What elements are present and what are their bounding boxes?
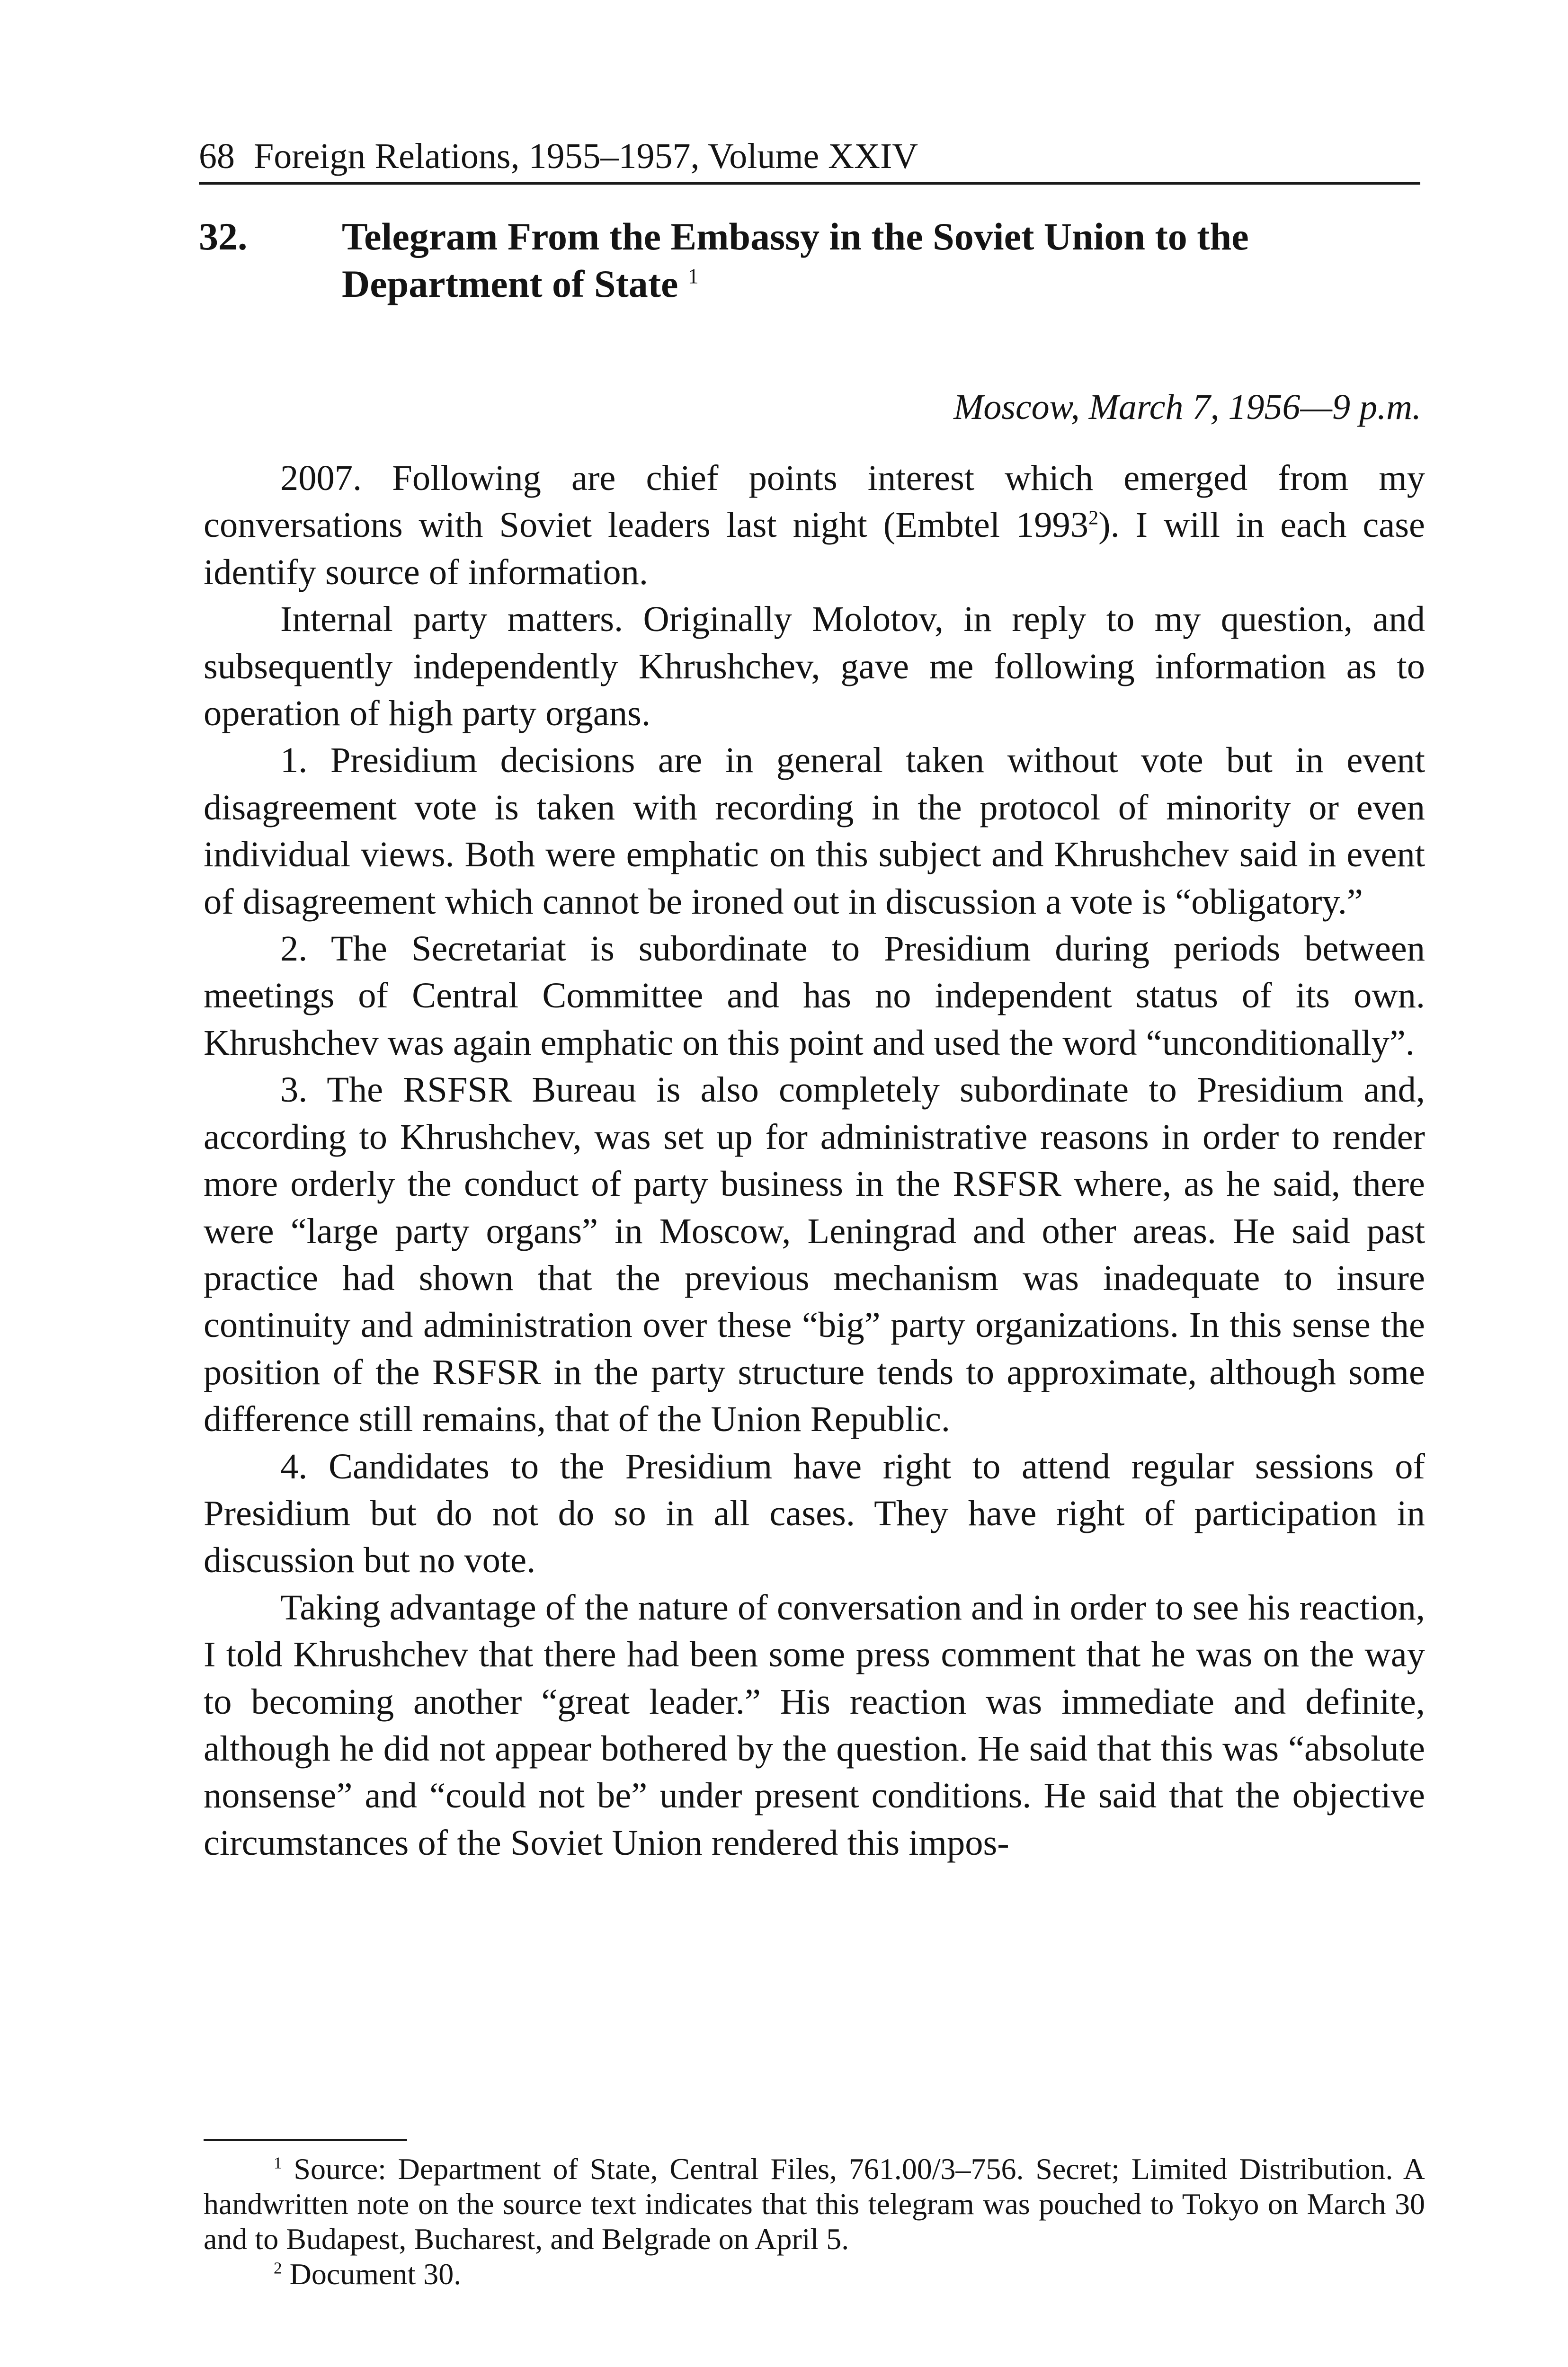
paragraph-point-3: 3. The RSFSR Bureau is also completely subordinate to Presidium and, according to Khrushchev, was set up for administrative reasons in order to render more orderly the conduct of party business in the RSFSR where, as he said, there were “large party organs” in Moscow, Leningrad and other areas. He said past practice had shown that the previous mechanism was inadequate to insure continuity and administration over these “big” party organizations. In this sense the position of the RSFSR in the party structure tends to approximate, although some difference still remains, that of the Union Republic. [204,1069,1425,1440]
paragraph-point-4: 4. Candidates to the Presidium have right to attend regular sessions of Presidium but do not do so in all cases. They have right of participation in discussion but no vote. [204,1446,1425,1581]
running-head [199,130,1420,185]
document-title [342,213,1431,308]
paragraph-great-leader: Taking advantage of the nature of conversation and in order to see his reaction, I told Khrushchev that there had been some press comment that he was on the way to becoming another “great leader.” His reaction was immediate and definite, although he did not appear bothered by the question. He said that this was “absolute nonsense” and “could not be” under present conditions. He said that the objective circumstances of the Soviet Union rendered this impos- [204,1587,1425,1863]
paragraph-point-2: 2. The Secretariat is subordinate to Presidium during periods between meetings of Central Committee and has no independent status of its own. Khrushchev was again emphatic on this point and used the word “unconditionally”. [204,928,1425,1063]
footnote-ref-1: 1 [687,264,699,288]
paragraph-intro-text-a: 2007. Following are chief points interest which emerged from my conversations with Soviet leaders last night (Embtel 1993 [204,458,1425,545]
footnote-1-text: Source: Department of State, Central Files, 761.00/3–756. Secret; Limited Distribution. A handwritten note on the source text indicates that this telegram was pouched to Tokyo on March 30 and to Budapest, Bucharest, and Belgrade on April 5. [204,2152,1425,2256]
paragraph-internal-party: Internal party matters. Originally Molotov, in reply to my question, and subsequently independently Khrushchev, gave me following information as to operation of high party organs. [204,599,1425,734]
telegram-body [204,454,1425,1866]
footnote-ref-2: 2 [1088,507,1099,529]
footnote-divider [204,2139,407,2141]
page-number: 68 [199,136,235,176]
paragraph-intro [204,454,1425,596]
paragraph-intro-text-b: ). I will in each case identify source of information. [204,505,1425,592]
dateline: Moscow, March 7, 1956—9 p.m. [953,387,1421,427]
document-number: 32. [199,215,248,258]
footnote-2 [204,2257,1425,2292]
document-title-text: Telegram From the Embassy in the Soviet Union to the Department of State [342,215,1249,305]
paragraph-point-1: 1. Presidium decisions are in general taken without vote but in event disagreement vote is taken with recording in the protocol of minority or even individual views. Both were emphatic on this subject and Khrushchev said in event of disagreement which cannot be ironed out in discussion a vote is “obligatory.” [204,740,1425,922]
footnotes [204,2152,1425,2292]
footnote-1-mark: 1 [274,2153,282,2172]
footnote-2-mark: 2 [274,2259,282,2278]
footnote-2-text: Document 30. [289,2257,462,2291]
footnote-1 [204,2152,1425,2257]
publication-title: Foreign Relations, 1955–1957, Volume XXIV [254,136,918,176]
